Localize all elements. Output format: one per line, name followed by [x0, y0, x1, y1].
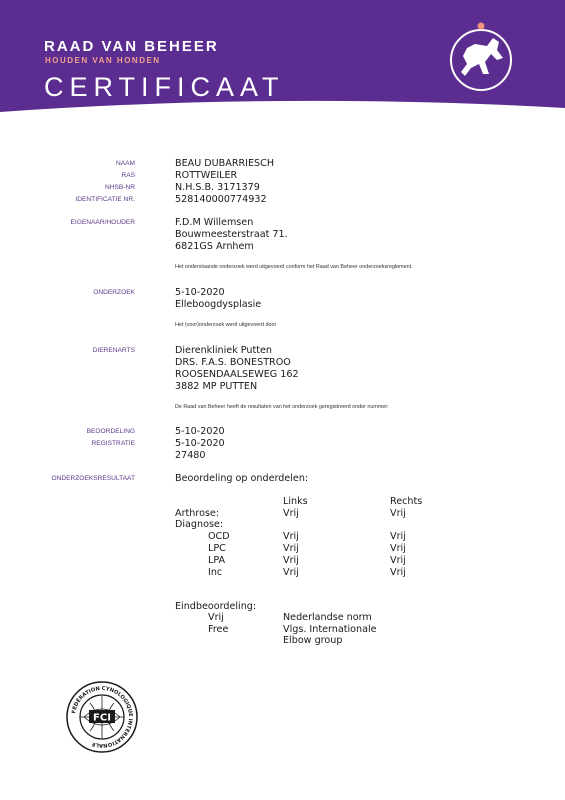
arthrose-label: Arthrose: — [175, 508, 220, 519]
naam-label: NAAM — [115, 160, 135, 167]
onderzoeksresultaat-label: ONDERZOEKSRESULTAAT — [51, 475, 135, 482]
nhsb-label: NHSB-NR — [104, 184, 135, 191]
regulation-note: Het onderstaande onderzoek werd uitgevoerd conform het Raad van Beheer onderzoeksreglement. — [175, 264, 413, 270]
col-rechts-header: Rechts — [390, 496, 423, 507]
registration-note: De Raad van Beheer heeft de resultaten van het onderzoek geregistreerd onder nummer: — [175, 404, 389, 410]
ras-label: RAS — [121, 172, 135, 179]
owner-name: F.D.M Willemsen — [175, 217, 254, 228]
org-name: RAAD VAN BEHEER — [44, 38, 219, 55]
beoordeling-label: BEOORDELING — [86, 428, 135, 435]
org-subtitle: HOUDEN VAN HONDEN — [45, 56, 161, 65]
owner-street: Bouwmeesterstraat 71. — [175, 229, 288, 240]
ras-value: ROTTWEILER — [175, 170, 238, 181]
identificatie-label: IDENTIFICATIE NR. — [75, 196, 135, 203]
final-row-key: Vrij — [208, 612, 224, 623]
owner-city: 6821GS Arnhem — [175, 241, 254, 252]
diagnosis-row-name: LPC — [208, 543, 226, 554]
nhsb-value: N.H.S.B. 3171379 — [175, 182, 260, 193]
exam-type: Elleboogdysplasie — [175, 299, 262, 310]
diagnosis-row-links: Vrij — [283, 531, 299, 542]
certificate-title: CERTIFICAAT — [44, 72, 285, 102]
beoordeling-value: 5-10-2020 — [175, 426, 225, 437]
vet-street: ROOSENDAALSEWEG 162 — [175, 369, 299, 380]
vet-city: 3882 MP PUTTEN — [175, 381, 258, 392]
diagnosis-row-rechts: Vrij — [390, 531, 406, 542]
diagnosis-row-links: Vrij — [283, 543, 299, 554]
arthrose-rechts: Vrij — [390, 508, 406, 519]
eindbeoordeling-label: Eindbeoordeling: — [175, 601, 257, 612]
fci-seal-icon — [66, 681, 138, 753]
eigenaar-label: EIGENAAR/HOUDER — [70, 219, 135, 226]
svg-text:FÉDÉRATION CYNOLOGIQUE INTERNA: FÉDÉRATION CYNOLOGIQUE INTERNATIONALE — [71, 685, 134, 749]
diagnosis-row-rechts: Vrij — [390, 567, 406, 578]
diagnosis-row-rechts: Vrij — [390, 555, 406, 566]
diagnosis-row-name: Inc — [208, 567, 223, 578]
vet-clinic: Dierenkliniek Putten — [175, 345, 273, 356]
result-heading: Beoordeling op onderdelen: — [175, 473, 309, 484]
identificatie-value: 528140000774932 — [175, 194, 267, 205]
diagnose-label: Diagnose: — [175, 519, 224, 530]
registration-number: 27480 — [175, 450, 206, 461]
diagnosis-row-name: OCD — [208, 531, 230, 542]
diagnosis-row-links: Vrij — [283, 555, 299, 566]
diagnosis-row-links: Vrij — [283, 567, 299, 578]
final-row-key: Free — [208, 624, 229, 635]
exam-note: Het (voor)onderzoek werd uitgevoerd door — [175, 322, 277, 328]
final-row-value: Vlgs. Internationale — [283, 624, 377, 635]
col-links-header: Links — [283, 496, 308, 507]
registratie-value: 5-10-2020 — [175, 438, 225, 449]
svg-text:FCI: FCI — [93, 712, 111, 724]
diagnosis-row-name: LPA — [208, 555, 226, 566]
final-row-value: Nederlandse norm — [283, 612, 372, 623]
naam-value: BEAU DUBARRIESCH — [175, 158, 275, 169]
arthrose-links: Vrij — [283, 508, 299, 519]
registratie-label: REGISTRATIE — [91, 440, 135, 447]
dierenarts-label: DIERENARTS — [92, 347, 135, 354]
final-row-value: Elbow group — [283, 635, 343, 646]
onderzoek-label: ONDERZOEK — [93, 289, 135, 296]
dog-logo-icon — [441, 18, 521, 98]
vet-name: DRS. F.A.S. BONESTROO — [175, 357, 291, 368]
diagnosis-row-rechts: Vrij — [390, 543, 406, 554]
exam-date: 5-10-2020 — [175, 287, 225, 298]
